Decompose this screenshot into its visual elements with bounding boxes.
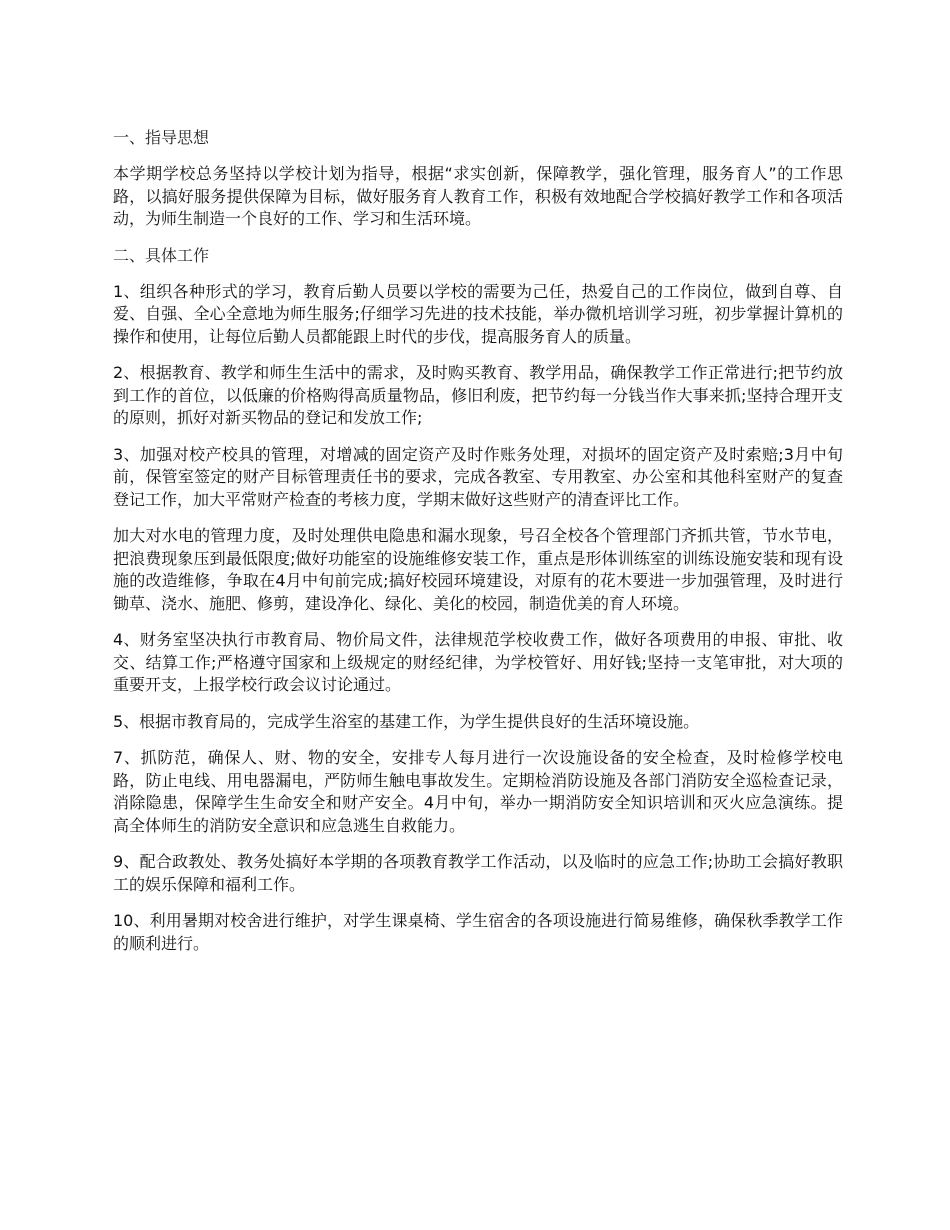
paragraph-item-7: 7、抓防范，确保人、财、物的安全，安排专人每月进行一次设施设备的安全检查，及时检修学校电路，防止电线、用电器漏电，严防师生触电事故发生。定期检消防设施及各部门消防安全巡检查记录，消除隐患，保障学生生命安全和财产安全。4月中旬，举办一期消防安全知识培训和灭火应急演练。提高全体师生的消防安全意识和应急逃生自救能力。 <box>113 748 843 835</box>
paragraph-item-1: 1、组织各种形式的学习，教育后勤人员要以学校的需要为己任，热爱自己的工作岗位，做到自尊、自爱、自强、全心全意地为师生服务;仔细学习先进的技术技能，举办微机培训学习班，初步掌握计算机的操作和使用，让每位后勤人员都能跟上时代的步伐，提高服务育人的质量。 <box>113 281 843 346</box>
section-heading-guiding-ideology: 一、指导思想 <box>113 128 210 147</box>
paragraph-item-10: 10、利用暑期对校舍进行维护，对学生课桌椅、学生宿舍的各项设施进行简易维修，确保秋季教学工作的顺利进行。 <box>113 911 843 953</box>
paragraph-item-3: 3、加强对校产校具的管理，对增减的固定资产及时作账务处理，对损坏的固定资产及时索赔;3月中旬前，保管室签定的财产目标管理责任书的要求，完成各教室、专用教室、办公室和其他科室财产的复查登记工作，加大平常财产检查的考核力度，学期末做好这些财产的清查评比工作。 <box>113 444 843 509</box>
paragraph-item-5: 5、根据市教育局的，完成学生浴室的基建工作，为学生提供良好的生活环境设施。 <box>113 711 700 731</box>
paragraph-item-9: 9、配合政教处、教务处搞好本学期的各项教育教学工作活动，以及临时的应急工作;协助工会搞好教职工的娱乐保障和福利工作。 <box>113 852 843 894</box>
document-body <box>113 127 843 969</box>
paragraph-item-2: 2、根据教育、教学和师生生活中的需求，及时购买教育、教学用品，确保教学工作正常进行;把节约放到工作的首位，以低廉的价格购得高质量物品，修旧利废，把节约每一分钱当作大事来抓;坚持合理开支的原则，抓好对新买物品的登记和发放工作; <box>113 363 843 427</box>
paragraph-intro: 本学期学校总务坚持以学校计划为指导，根据“求实创新，保障教学，强化管理，服务育人”的工作思路，以搞好服务提供保障为目标，做好服务育人教育工作，积极有效地配合学校搞好教学工作和各项活动，为师生制造一个良好的工作、学习和生活环境。 <box>113 164 843 228</box>
paragraph-utilities: 加大对水电的管理力度，及时处理供电隐患和漏水现象，号召全校各个管理部门齐抓共管，节水节电，把浪费现象压到最低限度;做好功能室的设施维修安装工作，重点是形体训练室的训练设施安装和现有设施的改造维修，争取在4月中旬前完成;搞好校园环境建设，对原有的花木要进一步加强管理，及时进行锄草、浇水、施肥、修剪，建设净化、绿化、美化的校园，制造优美的育人环境。 <box>113 526 843 613</box>
paragraph-item-4: 4、财务室坚决执行市教育局、物价局文件，法律规范学校收费工作，做好各项费用的申报、审批、收交、结算工作;严格遵守国家和上级规定的财经纪律，为学校管好、用好钱;坚持一支笔审批，对大项的重要开支，上报学校行政会议讨论通过。 <box>113 630 843 694</box>
section-heading-specific-work: 二、具体工作 <box>113 245 210 265</box>
